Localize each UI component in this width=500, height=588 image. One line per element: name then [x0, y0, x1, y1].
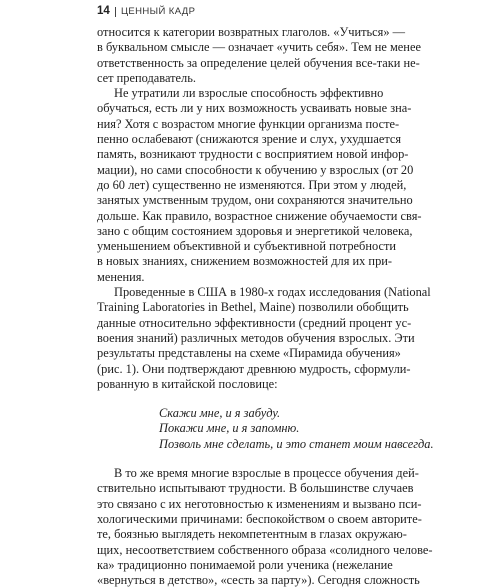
text-line: сет преподаватель.: [97, 70, 196, 85]
text-line: результаты представлены на схеме «Пирамида обучения»: [97, 346, 401, 361]
text-line: зано с общим состоянием здоровья и энергетикой человека,: [97, 223, 413, 238]
paragraph-2: [97, 86, 422, 285]
proverb-line: Позволь мне сделать, и это станет моим навсегда.: [159, 436, 434, 451]
text-line: Не утратили ли взрослые способность эффективно: [114, 86, 384, 101]
text-line: В то же время многие взрослые в процессе обучения дей-: [114, 466, 419, 481]
text-line: относится к категории возвратных глаголов. «Учиться» —: [97, 25, 406, 39]
text-line: занятых умственным трудом, они сохраняются значительно: [97, 193, 413, 208]
proverb-line: Скажи мне, и я забуду.: [159, 406, 281, 421]
text-line: рованную в китайской пословице:: [97, 376, 278, 391]
running-title: ЦЕННЫЙ КАДР: [121, 6, 196, 17]
text-line: уменьшением объективной и субъективной потребности: [97, 239, 397, 254]
text-line: ответственность за определение целей обучения все-таки не-: [97, 55, 420, 70]
text-line: «вернуться в детство», «сесть за парту»). Сегодня сложность: [97, 573, 420, 588]
paragraph-3: [97, 285, 431, 392]
text-line: Проведенные в США в 1980-х годах исследования (National: [114, 285, 431, 300]
text-line: ка» традиционно понимаемой роли ученика (нежелание: [97, 557, 393, 572]
chinese-proverb: [97, 406, 434, 452]
text-line: воения знаний) различных методов обучения взрослых. Эти: [97, 330, 415, 345]
header-divider: [115, 7, 116, 17]
text-line: в буквальном смысле — означает «учить себя». Тем не менее: [97, 40, 421, 55]
text-line: дольше. Как правило, возрастное снижение обучаемости свя-: [97, 208, 422, 223]
text-line: до 60 лет) существенно не изменяются. При этом у людей,: [97, 177, 407, 192]
spacer: [97, 452, 419, 466]
text-line: обучаться, есть ли у них возможность усваивать новые зна-: [97, 101, 412, 116]
text-line: те, боязнью выглядеть некомпетентным в глазах окружаю-: [97, 527, 407, 542]
spacer: [97, 392, 419, 406]
text-line: Training Laboratories in Bethel, Maine) позволили обобщить: [97, 300, 409, 315]
paragraph-4: [97, 466, 433, 588]
text-line: это связано с их неготовностью к изменениям и вызвано пси-: [97, 496, 422, 511]
text-line: пенно ослабевают (снижаются зрение и слух, ухудшается: [97, 132, 402, 147]
text-line: ствительно испытывают трудности. В большинстве случаев: [97, 481, 414, 496]
text-line: данные относительно эффективности (средний процент ус-: [97, 315, 412, 330]
text-line: память, возникают трудности с восприятием новой инфор-: [97, 147, 409, 162]
text-line: ния? Хотя с возрастом многие функции организма посте-: [97, 116, 400, 131]
text-line: менения.: [97, 269, 145, 284]
text-line: щих, несоответствием собственного образа «солидного челове-: [97, 542, 433, 557]
paragraph-1: [97, 25, 419, 86]
text-line: в новых знаниях, снижением возможностей для их при-: [97, 254, 393, 269]
text-line: хологическими причинами: беспокойством о своем авторите-: [97, 511, 422, 526]
text-line: мации), но сами способности к обучению у взрослых (от 20: [97, 162, 414, 177]
proverb-line: Покажи мне, и я запомню.: [159, 421, 300, 436]
body-text: [97, 25, 434, 588]
text-line: (рис. 1). Они подтверждают древнюю мудрость, сформули-: [97, 361, 411, 376]
page-number: 14: [97, 5, 110, 17]
page-header: [97, 5, 417, 19]
